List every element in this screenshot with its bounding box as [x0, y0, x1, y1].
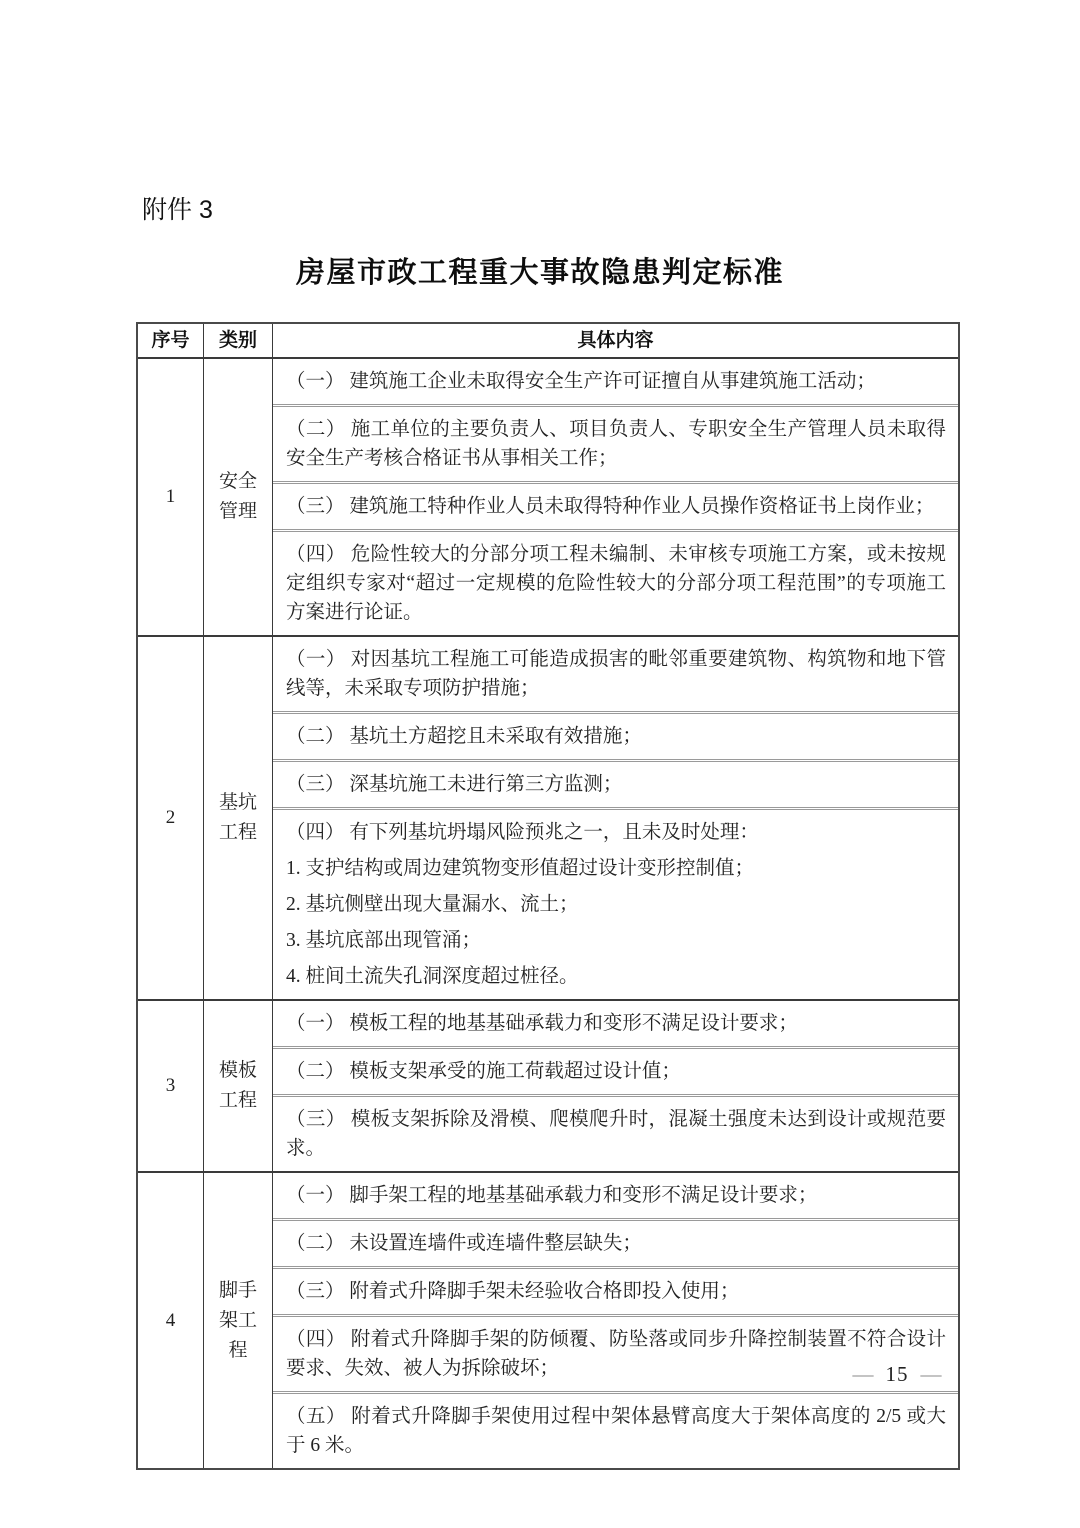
page-title: 房屋市政工程重大事故隐患判定标准 [295, 257, 784, 289]
criteria-item [273, 807, 958, 999]
item-paragraph: （三） 模板支架拆除及滑模、爬模爬升时，混凝土强度未达到设计或规范要求。 [286, 1109, 946, 1159]
item-subparagraph: 4. 桩间土流失孔洞深度超过桩径。 [286, 966, 579, 987]
item-subparagraph: 1. 支护结构或周边建筑物变形值超过设计变形控制值； [286, 858, 755, 879]
item-paragraph: （四） 附着式升降脚手架的防倾覆、防坠落或同步升降控制装置不符合设计要求、失效、被人为拆除破坏； [286, 1329, 946, 1379]
criteria-item [273, 1266, 958, 1314]
item-paragraph: （三） 深基坑施工未进行第三方监测； [286, 774, 623, 795]
item-paragraph: （二） 未设置连墙件或连墙件整层缺失； [286, 1233, 642, 1254]
criteria-item [273, 404, 958, 481]
criteria-item [273, 1173, 958, 1218]
criteria-table [136, 322, 960, 1470]
group-number: 4 [138, 1173, 204, 1468]
item-paragraph: （五） 附着式升降脚手架使用过程中架体悬臂高度大于架体高度的 2/5 或大于 6 米。 [286, 1406, 946, 1456]
item-paragraph: （一） 模板工程的地基基础承载力和变形不满足设计要求； [286, 1013, 798, 1034]
group-category: 模板工程 [204, 1001, 273, 1171]
criteria-item [273, 1001, 958, 1046]
table-header-row [138, 324, 958, 359]
table-row-group-4 [138, 1171, 958, 1468]
item-subparagraph: 2. 基坑侧壁出现大量漏水、流土； [286, 894, 579, 915]
criteria-item [273, 1094, 958, 1171]
group-items [273, 1001, 958, 1171]
group-category: 基坑工程 [204, 637, 273, 999]
item-paragraph: （三） 建筑施工特种作业人员未取得特种作业人员操作资格证书上岗作业； [286, 496, 935, 517]
group-number: 2 [138, 637, 204, 999]
footer-right-dash: — [920, 1362, 942, 1386]
item-paragraph: （二） 模板支架承受的施工荷载超过设计值； [286, 1061, 681, 1082]
header-cell-no: 序号 [138, 324, 204, 357]
item-paragraph: （一） 建筑施工企业未取得安全生产许可证擅自从事建筑施工活动； [286, 371, 876, 392]
table-row-group-3 [138, 999, 958, 1171]
table-row-group-2 [138, 635, 958, 999]
criteria-item [273, 637, 958, 711]
criteria-item [273, 711, 958, 759]
criteria-item [273, 1046, 958, 1094]
table-row-group-1 [138, 359, 958, 635]
item-paragraph: （一） 脚手架工程的地基基础承载力和变形不满足设计要求； [286, 1185, 818, 1206]
page-footer [812, 1362, 982, 1387]
criteria-item [273, 359, 958, 404]
criteria-item [273, 529, 958, 635]
item-paragraph: （一） 对因基坑工程施工可能造成损害的毗邻重要建筑物、构筑物和地下管线等，未采取专项防护措施； [286, 649, 946, 699]
header-cell-content: 具体内容 [577, 330, 654, 351]
group-items [273, 1173, 958, 1468]
group-items [273, 637, 958, 999]
item-subparagraph: 3. 基坑底部出现管涌； [286, 930, 482, 951]
group-category: 脚手架工程 [204, 1173, 273, 1468]
footer-left-dash: — [852, 1362, 874, 1386]
page-number: 15 [885, 1362, 909, 1386]
group-number: 3 [138, 1001, 204, 1171]
header-cell-category: 类别 [204, 324, 273, 357]
item-paragraph: （四） 危险性较大的分部分项工程未编制、未审核专项施工方案，或未按规定组织专家对“超过一定规模的危险性较大的分部分项工程范围”的专项施工方案进行论证。 [286, 544, 946, 623]
criteria-item [273, 759, 958, 807]
item-paragraph: （四） 有下列基坑坍塌风险预兆之一，且未及时处理： [286, 822, 759, 843]
group-number: 1 [138, 359, 204, 635]
group-category: 安全管理 [204, 359, 273, 635]
item-paragraph: （二） 基坑土方超挖且未采取有效措施； [286, 726, 642, 747]
attachment-label: 附件 3 [142, 196, 213, 224]
criteria-item [273, 1391, 958, 1468]
item-paragraph: （三） 附着式升降脚手架未经验收合格即投入使用； [286, 1281, 740, 1302]
criteria-item [273, 1218, 958, 1266]
group-items [273, 359, 958, 635]
item-paragraph: （二） 施工单位的主要负责人、项目负责人、专职安全生产管理人员未取得安全生产考核合格证书从事相关工作； [286, 419, 946, 469]
criteria-item [273, 481, 958, 529]
